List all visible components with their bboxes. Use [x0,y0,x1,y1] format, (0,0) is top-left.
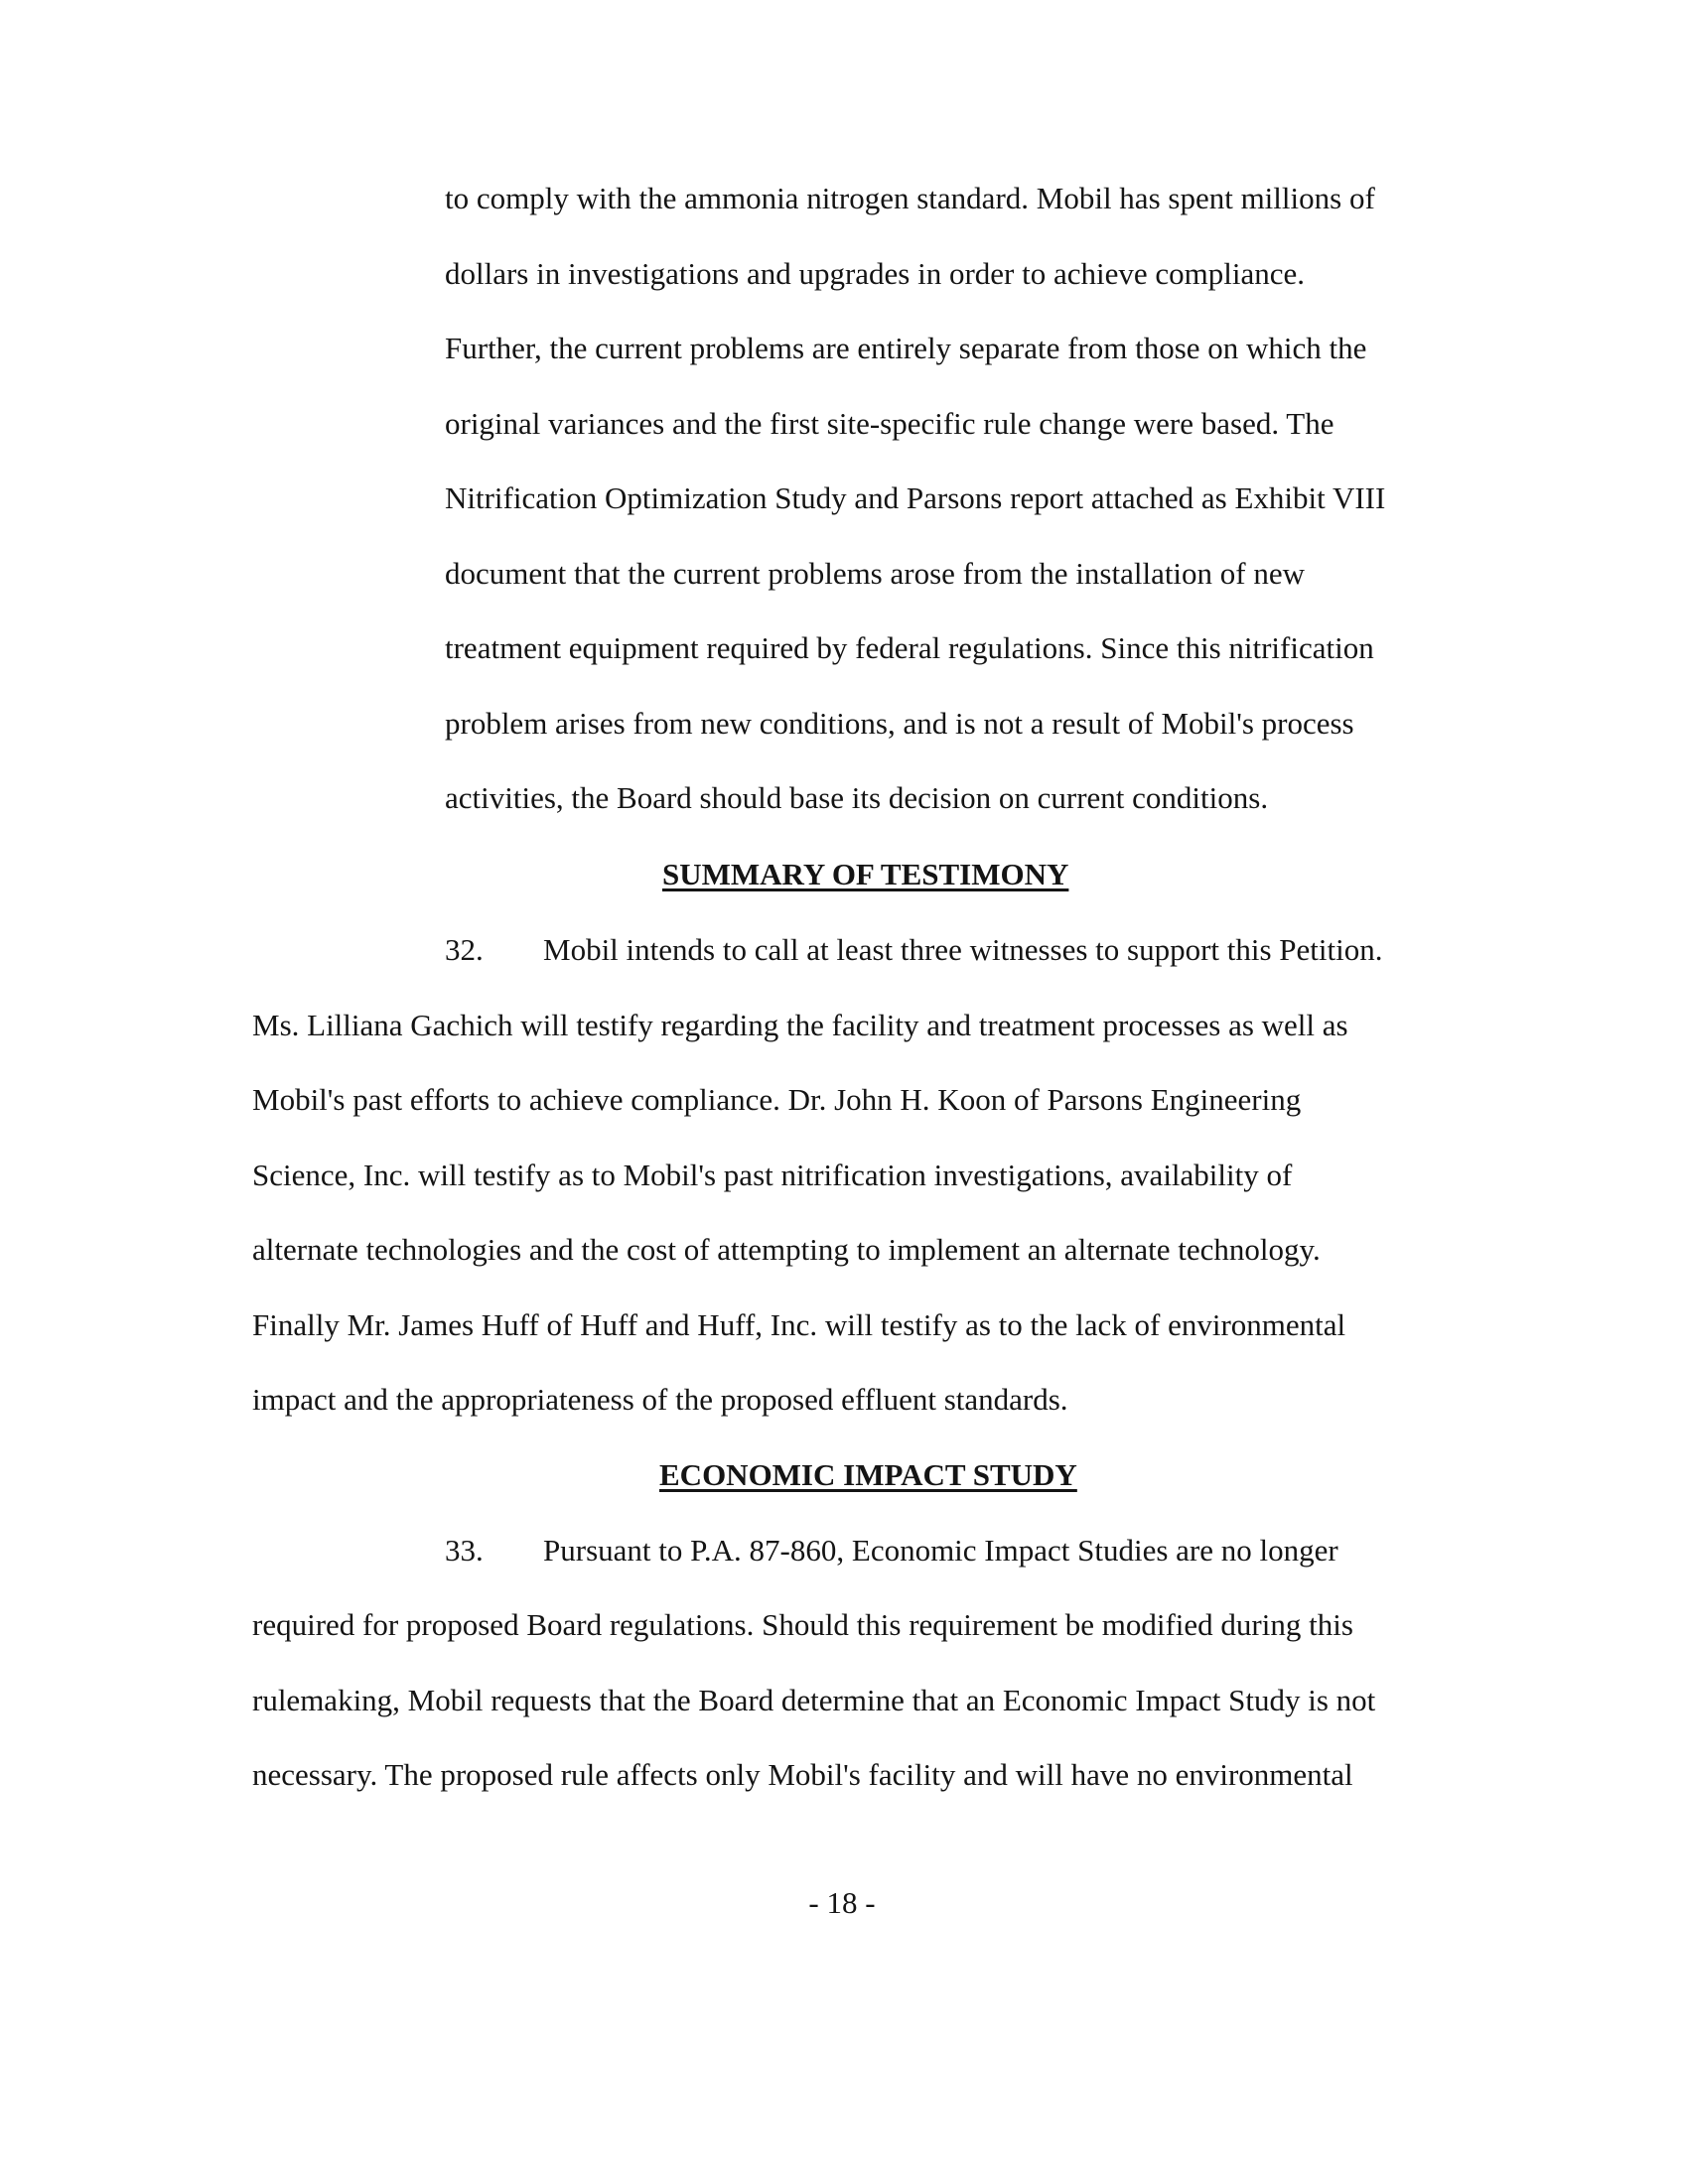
paragraph-first-line [445,930,1383,970]
text-line: necessary. The proposed rule affects only Mobil's facility and will have no environmental [252,1757,1353,1792]
text-line: original variances and the first site-specific rule change were based. The [445,406,1334,441]
text-line: Pursuant to P.A. 87-860, Economic Impact Studies are no longer [543,1533,1338,1568]
text-line: rulemaking, Mobil requests that the Board determine that an Economic Impact Study is not [252,1683,1376,1717]
text-line: alternate technologies and the cost of attempting to implement an alternate technology. [252,1232,1321,1267]
text-line: to comply with the ammonia nitrogen standard. Mobil has spent millions of [445,181,1375,215]
text-line: dollars in investigations and upgrades in order to achieve compliance. [445,256,1306,291]
text-line: Ms. Lilliana Gachich will testify regarding the facility and treatment processes as well as [252,1008,1348,1042]
section-heading-economic-impact-study: ECONOMIC IMPACT STUDY [659,1457,1077,1492]
page-number: - 18 - [808,1885,876,1920]
paragraph-number: 32. [445,932,484,967]
text-line: Mobil intends to call at least three witnesses to support this Petition. [543,932,1383,967]
text-line: required for proposed Board regulations. Should this requirement be modified during this [252,1607,1353,1642]
text-line: treatment equipment required by federal regulations. Since this nitrification [445,630,1374,665]
text-line: Mobil's past efforts to achieve compliance. Dr. John H. Koon of Parsons Engineering [252,1082,1302,1117]
text-line: activities, the Board should base its decision on current conditions. [445,780,1269,815]
text-line: Further, the current problems are entirely separate from those on which the [445,331,1367,365]
text-line: impact and the appropriateness of the proposed effluent standards. [252,1382,1068,1417]
text-line: Nitrification Optimization Study and Parsons report attached as Exhibit VIII [445,480,1386,515]
text-line: Science, Inc. will testify as to Mobil's past nitrification investigations, availability of [252,1158,1293,1192]
paragraph-first-line [445,1531,1338,1570]
text-line: problem arises from new conditions, and is not a result of Mobil's process [445,706,1354,741]
text-line: Finally Mr. James Huff of Huff and Huff, Inc. will testify as to the lack of environmental [252,1307,1346,1342]
paragraph-number: 33. [445,1533,484,1568]
section-heading-summary-of-testimony: SUMMARY OF TESTIMONY [662,857,1069,891]
text-line: document that the current problems arose from the installation of new [445,556,1306,591]
